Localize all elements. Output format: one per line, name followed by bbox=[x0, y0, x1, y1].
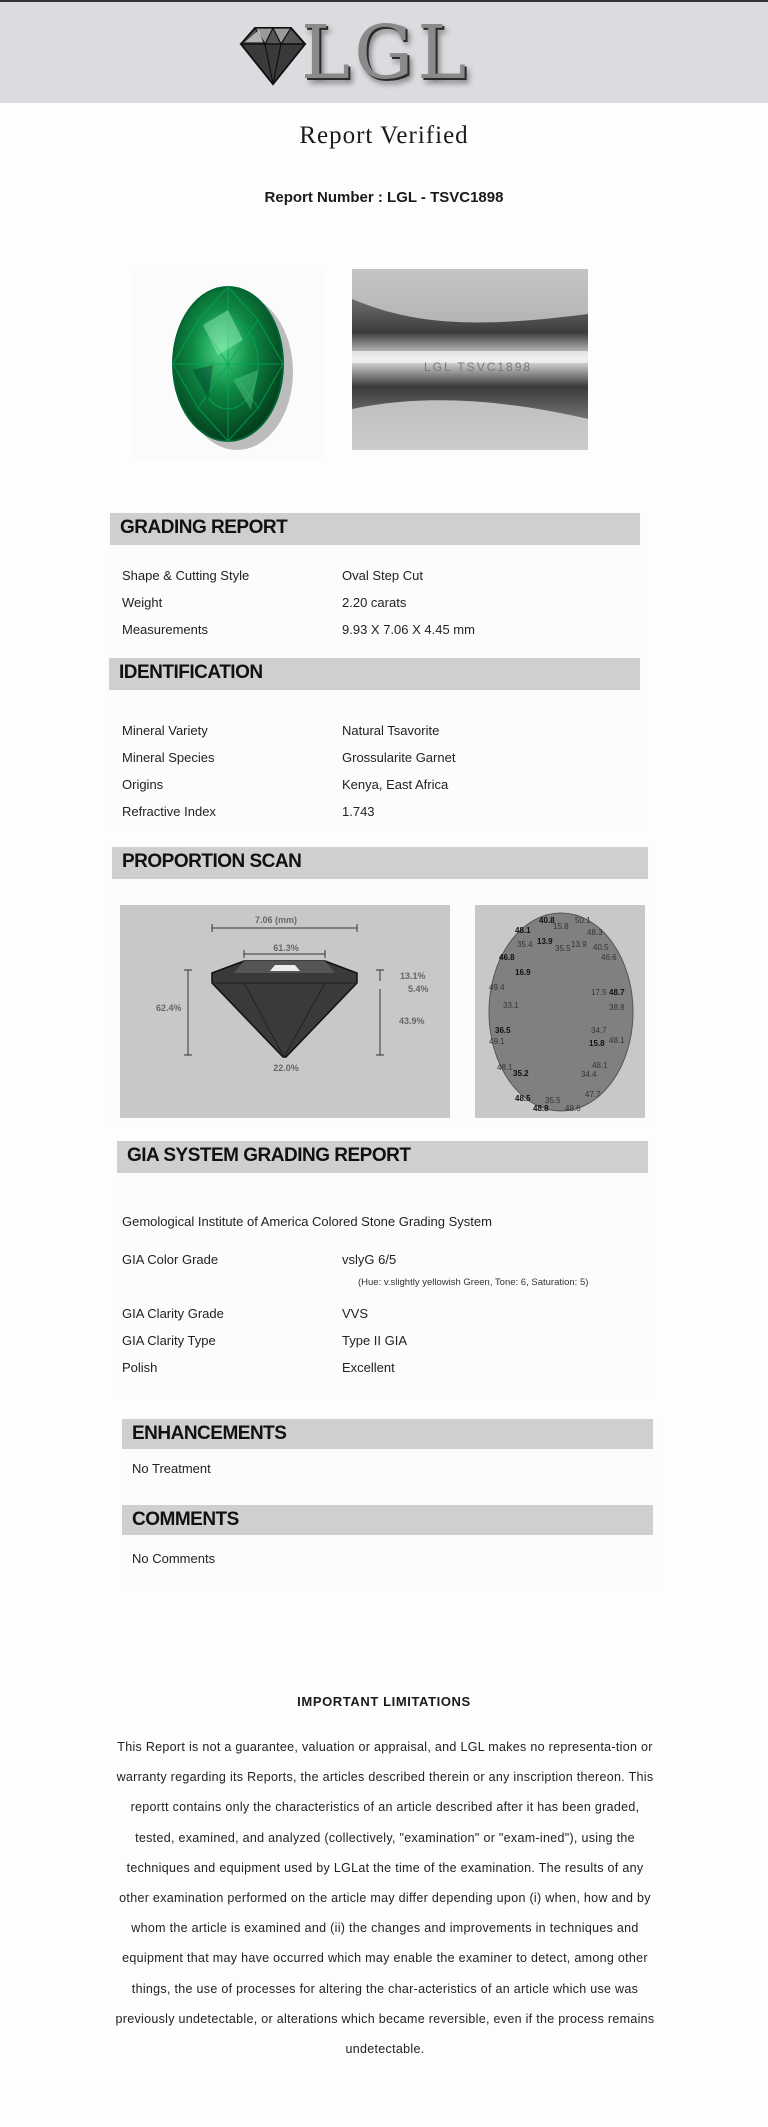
table-pct-label: 61.3% bbox=[273, 943, 299, 953]
facet-measurement-label: 15.8 bbox=[589, 1039, 605, 1048]
mineral-variety-label: Mineral Variety bbox=[122, 723, 208, 738]
facet-measurement-label: 40.5 bbox=[593, 943, 609, 952]
proportion-scan-header bbox=[112, 847, 648, 879]
clarity-grade-label: GIA Clarity Grade bbox=[122, 1306, 224, 1321]
polish-value: Excellent bbox=[342, 1360, 395, 1375]
mineral-species-value: Grossularite Garnet bbox=[342, 750, 456, 765]
comments-text: No Comments bbox=[132, 1551, 216, 1566]
enhancements-header bbox=[122, 1419, 653, 1449]
facet-measurement-label: 15.8 bbox=[553, 922, 569, 931]
comments-header bbox=[122, 1505, 653, 1535]
proportion-scan-heading: PROPORTION SCAN bbox=[122, 851, 302, 872]
facet-measurement-label: 48.7 bbox=[609, 988, 625, 997]
facet-measurement-label: 38.8 bbox=[609, 1003, 625, 1012]
gia-header bbox=[117, 1141, 648, 1173]
enhancements-text: No Treatment bbox=[132, 1461, 211, 1476]
facet-measurement-label: 33.1 bbox=[503, 1001, 519, 1010]
profile-diagram bbox=[120, 905, 450, 1118]
facet-measurement-label: 34.7 bbox=[591, 1026, 607, 1035]
gia-subtitle: Gemological Institute of America Colored Stone Grading System bbox=[122, 1214, 492, 1229]
lgl-logo[interactable] bbox=[233, 10, 493, 96]
polish-label: Polish bbox=[122, 1360, 158, 1375]
clarity-type-label: GIA Clarity Type bbox=[122, 1333, 216, 1348]
comments-heading: COMMENTS bbox=[132, 1509, 239, 1530]
facet-measurement-label: 36.5 bbox=[495, 1026, 511, 1035]
top-view-diagram bbox=[475, 905, 645, 1118]
facet-measurement-label: 48.5 bbox=[515, 1094, 531, 1103]
facet-measurement-label: 35.4 bbox=[517, 940, 533, 949]
facet-measurement-label: 46.6 bbox=[601, 953, 617, 962]
limitations-heading: IMPORTANT LIMITATIONS bbox=[297, 1694, 471, 1709]
facet-measurement-label: 35.5 bbox=[545, 1096, 561, 1105]
facet-measurement-label: 13.9 bbox=[537, 937, 553, 946]
clarity-grade-value: VVS bbox=[342, 1306, 369, 1321]
site-header bbox=[0, 2, 768, 103]
shape-label: Shape & Cutting Style bbox=[122, 568, 250, 583]
facet-measurement-label: 17.5 bbox=[591, 988, 607, 997]
crown-pct-label: 13.1% bbox=[400, 971, 426, 981]
mineral-variety-value: Natural Tsavorite bbox=[342, 723, 440, 738]
facet-measurement-label: 34.4 bbox=[581, 1070, 597, 1079]
facet-measurement-label: 47.7 bbox=[585, 1090, 601, 1099]
gia-color-value: vslyG 6/5 bbox=[342, 1252, 397, 1267]
gia-heading: GIA SYSTEM GRADING REPORT bbox=[127, 1145, 411, 1166]
facet-measurement-label: 50.1 bbox=[575, 916, 591, 925]
logo-text: LGL bbox=[301, 10, 471, 96]
width-label: 7.06 (mm) bbox=[254, 915, 298, 925]
gia-color-label: GIA Color Grade bbox=[122, 1252, 219, 1267]
facet-measurement-label: 40.8 bbox=[539, 916, 555, 925]
grading-report-header bbox=[110, 513, 640, 545]
weight-value: 2.20 carats bbox=[342, 595, 407, 610]
gia-color-note: (Hue: v.slightly yellowish Green, Tone: 6, Saturation: 5) bbox=[358, 1277, 589, 1288]
facet-measurement-label: 35.2 bbox=[513, 1069, 529, 1078]
facet-measurement-label: 48.1 bbox=[592, 1061, 608, 1070]
facet-measurement-label: 48.3 bbox=[587, 928, 603, 937]
facet-measurement-label: 48.1 bbox=[609, 1036, 625, 1045]
measurements-label: Measurements bbox=[122, 622, 208, 637]
facet-measurement-label: 35.5 bbox=[555, 944, 571, 953]
enhancements-heading: ENHANCEMENTS bbox=[132, 1423, 287, 1444]
report-number: Report Number : LGL - TSVC1898 bbox=[264, 189, 504, 206]
gemstone-photo bbox=[133, 270, 323, 460]
facet-measurement-label: 49.1 bbox=[489, 1037, 505, 1046]
mineral-species-label: Mineral Species bbox=[122, 750, 215, 765]
facet-measurement-label: 48.1 bbox=[497, 1063, 513, 1072]
clarity-type-value: Type II GIA bbox=[342, 1333, 408, 1348]
depth-pct-label: 62.4% bbox=[156, 1003, 182, 1013]
facet-measurement-label: 46.8 bbox=[499, 953, 515, 962]
origins-value: Kenya, East Africa bbox=[342, 777, 449, 792]
culet-pct-label: 22.0% bbox=[273, 1063, 299, 1073]
inscription-photo bbox=[352, 269, 588, 450]
facet-measurement-label: 13.9 bbox=[571, 940, 587, 949]
shape-value: Oval Step Cut bbox=[342, 568, 423, 583]
facet-measurement-label: 48.1 bbox=[515, 926, 531, 935]
page-title: Report Verified bbox=[299, 122, 469, 149]
limitations-text: This Report is not a guarantee, valuation or appraisal, and LGL makes no representa-tion or warranty regarding its Reports, the articles described therein or any inscription thereon. This reportt contains only the characteristics of an article described after it has been graded, tested, examined, and analyzed (collectively, "examination" or "exam-ined"), using the techniques and equipment used by LGLat the time of the examination. The results of any other examination performed on the article may differ depending upon (i) when, how and by whom the article is examined and (ii) the changes and improvements in techniques and equipment that may have occurred which may enable the examiner to detect, among other things, the use of processes for altering the char-acteristics of an article which use was previously undetectable, or alterations which became reversible, even if the process remains undetectable. bbox=[115, 1740, 655, 2057]
grading-report-heading: GRADING REPORT bbox=[120, 517, 288, 538]
refractive-index-label: Refractive Index bbox=[122, 804, 216, 819]
origins-label: Origins bbox=[122, 777, 164, 792]
identification-heading: IDENTIFICATION bbox=[119, 662, 263, 683]
girdle-pct-label: 5.4% bbox=[408, 984, 429, 994]
inscription-text: LGL TSVC1898 bbox=[424, 360, 533, 374]
identification-header bbox=[109, 658, 640, 690]
weight-label: Weight bbox=[122, 595, 163, 610]
facet-measurement-label: 48.6 bbox=[565, 1104, 581, 1113]
pavilion-pct-label: 43.9% bbox=[399, 1016, 425, 1026]
measurements-value: 9.93 X 7.06 X 4.45 mm bbox=[342, 622, 475, 637]
facet-measurement-label: 48.8 bbox=[533, 1104, 549, 1113]
refractive-index-value: 1.743 bbox=[342, 804, 375, 819]
facet-measurement-label: 49.4 bbox=[489, 983, 505, 992]
facet-measurement-label: 16.9 bbox=[515, 968, 531, 977]
